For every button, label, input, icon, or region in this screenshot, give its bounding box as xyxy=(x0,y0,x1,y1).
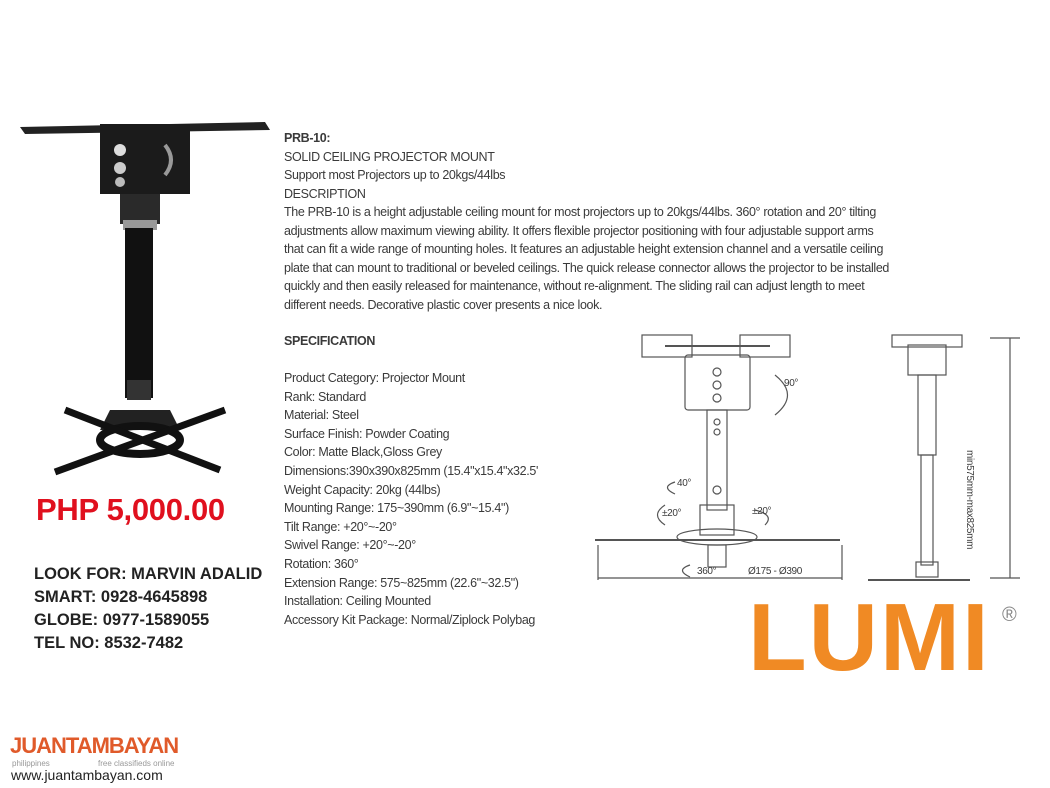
label-swivel: 40° xyxy=(677,478,692,489)
description-line: plate that can mount to traditional or beveled ceilings. The quick release connector allows the projector to be installed xyxy=(284,261,890,275)
label-rotation: 360° xyxy=(697,566,717,577)
label-rotate-plate: 90° xyxy=(784,378,799,389)
description-heading: DESCRIPTION xyxy=(284,187,366,201)
spec-item: Weight Capacity: 20kg (44lbs) xyxy=(284,482,441,497)
spec-item: Swivel Range: +20°~-20° xyxy=(284,538,416,553)
side-view-diagram xyxy=(860,330,1035,590)
spec-item: Accessory Kit Package: Normal/Ziplock Polybag xyxy=(284,612,536,627)
front-view-diagram xyxy=(590,330,860,590)
spec-item: Mounting Range: 175~390mm (6.9"~15.4") xyxy=(284,501,509,516)
product-support: Support most Projectors up to 20kgs/44lbs xyxy=(284,168,506,182)
description-line: quickly and then easily released for maintenance, without re-alignment. The sliding rail can adjust length to meet xyxy=(284,279,865,293)
spec-item: Color: Matte Black,Gloss Grey xyxy=(284,445,442,460)
registered-mark: ® xyxy=(1002,604,1017,626)
description-line: different needs. Decorative plastic cover presents a nice look. xyxy=(284,298,603,312)
spec-item: Extension Range: 575~825mm (22.6"~32.5") xyxy=(284,575,519,590)
watermark-url: www.juantambayan.com xyxy=(11,767,163,783)
watermark-tagline-left: philippines xyxy=(12,759,50,768)
spec-item: Rotation: 360° xyxy=(284,557,359,571)
watermark-tagline-right: free classifieds online xyxy=(98,759,175,768)
contact-name: LOOK FOR: MARVIN ADALID xyxy=(34,565,263,583)
spec-item: Material: Steel xyxy=(284,408,359,423)
spec-item: Rank: Standard xyxy=(284,389,366,404)
specification-heading: SPECIFICATION xyxy=(284,334,376,348)
contact-globe: GLOBE: 0977-1589055 xyxy=(34,611,210,629)
label-tilt-left: ±20° xyxy=(662,508,682,519)
contact-smart: SMART: 0928-4645898 xyxy=(34,588,208,606)
label-tilt-right: ±20° xyxy=(752,506,772,517)
product-name: SOLID CEILING PROJECTOR MOUNT xyxy=(284,150,495,164)
contact-tel: TEL NO: 8532-7482 xyxy=(34,634,184,652)
spec-item: Tilt Range: +20°~-20° xyxy=(284,519,397,534)
label-height-range: min575mm-max825mm xyxy=(964,450,975,550)
description-line: The PRB-10 is a height adjustable ceiling mount for most projectors up to 20kgs/44lbs. 360° rotation and 20° tilting xyxy=(284,205,876,219)
spec-item: Product Category: Projector Mount xyxy=(284,371,465,385)
model-number: PRB-10: xyxy=(284,131,331,145)
spec-item: Dimensions:390x390x825mm (15.4"x15.4"x32.5' xyxy=(284,464,538,478)
label-mounting-range: Ø175 - Ø390 xyxy=(748,566,802,577)
juantambayan-logo: JUANTAMBAYAN xyxy=(10,733,179,758)
spec-item: Installation: Ceiling Mounted xyxy=(284,594,431,609)
description-line: that can fit a wide range of mounting holes. It features an adjustable height extension channel and a versatile ceiling xyxy=(284,242,884,256)
projector-mount-photo xyxy=(15,110,275,480)
spec-item: Surface Finish: Powder Coating xyxy=(284,426,450,441)
price: PHP 5,000.00 xyxy=(36,492,225,527)
lumi-logo: LUMI xyxy=(748,584,991,691)
description-line: adjustments allow maximum viewing ability. It offers flexible projector positioning with four adjustable support arms xyxy=(284,224,874,238)
